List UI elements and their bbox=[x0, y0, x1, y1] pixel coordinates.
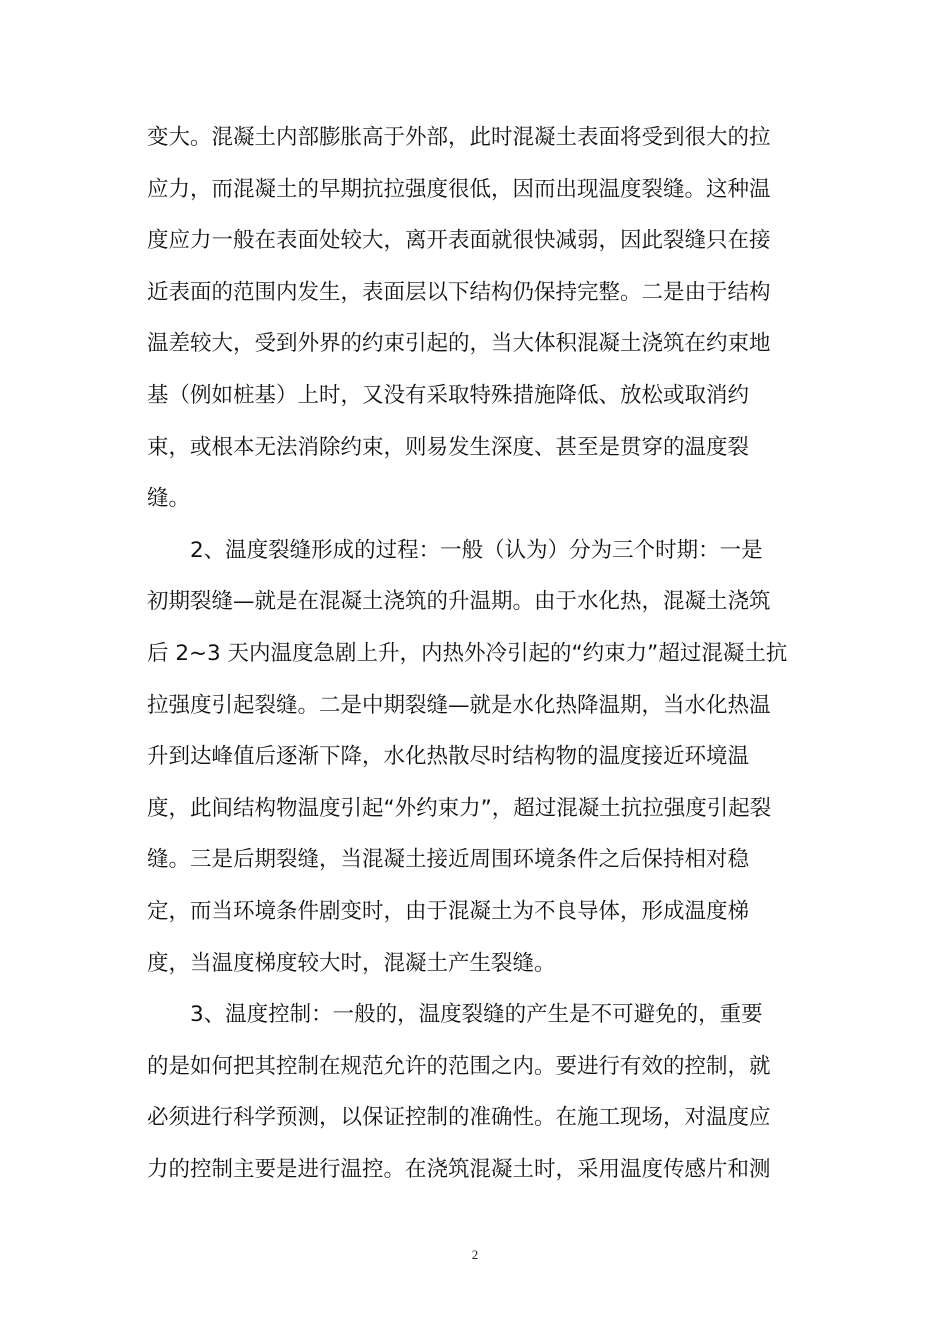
text-line: 度应力一般在表面处较大，离开表面就很快减弱，因此裂缝只在接 bbox=[147, 228, 771, 254]
text-line: 缝。三是后期裂缝，当混凝土接近周围环境条件之后保持相对稳 bbox=[147, 847, 750, 873]
text-line: 基（例如桩基）上时，又没有采取特殊措施降低、放松或取消约 bbox=[147, 382, 750, 408]
text-line: 后 2~3 天内温度急剧上升，内热外冷引起的“约束力”超过混凝土抗 bbox=[147, 640, 788, 666]
paragraph-start-line: 3、温度控制：一般的，温度裂缝的产生是不可避免的，重要 bbox=[190, 1002, 763, 1028]
text-line: 拉强度引起裂缝。二是中期裂缝—就是水化热降温期，当水化热温 bbox=[147, 692, 771, 718]
text-line: 力的控制主要是进行温控。在浇筑混凝土时，采用温度传感片和测 bbox=[147, 1156, 771, 1182]
text-line: 温差较大，受到外界的约束引起的，当大体积混凝土浇筑在约束地 bbox=[147, 331, 771, 357]
text-line: 必须进行科学预测，以保证控制的准确性。在施工现场，对温度应 bbox=[147, 1105, 771, 1131]
text-line: 定，而当环境条件剧变时，由于混凝土为不良导体，形成温度梯 bbox=[147, 898, 750, 924]
text-line: 度，当温度梯度较大时，混凝土产生裂缝。 bbox=[147, 950, 556, 976]
text-line: 度，此间结构物温度引起“外约束力”，超过混凝土抗拉强度引起裂 bbox=[147, 795, 772, 821]
paragraph-start-line: 2、温度裂缝形成的过程：一般（认为）分为三个时期：一是 bbox=[190, 537, 763, 563]
text-line: 应力，而混凝土的早期抗拉强度很低，因而出现温度裂缝。这种温 bbox=[147, 176, 771, 202]
text-line: 近表面的范围内发生，表面层以下结构仍保持完整。二是由于结构 bbox=[147, 279, 771, 305]
text-line: 变大。混凝土内部膨胀高于外部，此时混凝土表面将受到很大的拉 bbox=[147, 125, 771, 150]
text-line: 升到达峰值后逐渐下降，水化热散尽时结构物的温度接近环境温 bbox=[147, 744, 750, 770]
text-line: 缝。 bbox=[147, 486, 191, 512]
text-line: 束，或根本无法消除约束，则易发生深度、甚至是贯穿的温度裂 bbox=[147, 434, 750, 460]
text-line: 初期裂缝—就是在混凝土浇筑的升温期。由于水化热，混凝土浇筑 bbox=[147, 589, 771, 615]
text-line: 的是如何把其控制在规范允许的范围之内。要进行有效的控制，就 bbox=[147, 1053, 771, 1079]
page-number: 2 bbox=[471, 1247, 479, 1262]
body-text bbox=[147, 116, 807, 1199]
